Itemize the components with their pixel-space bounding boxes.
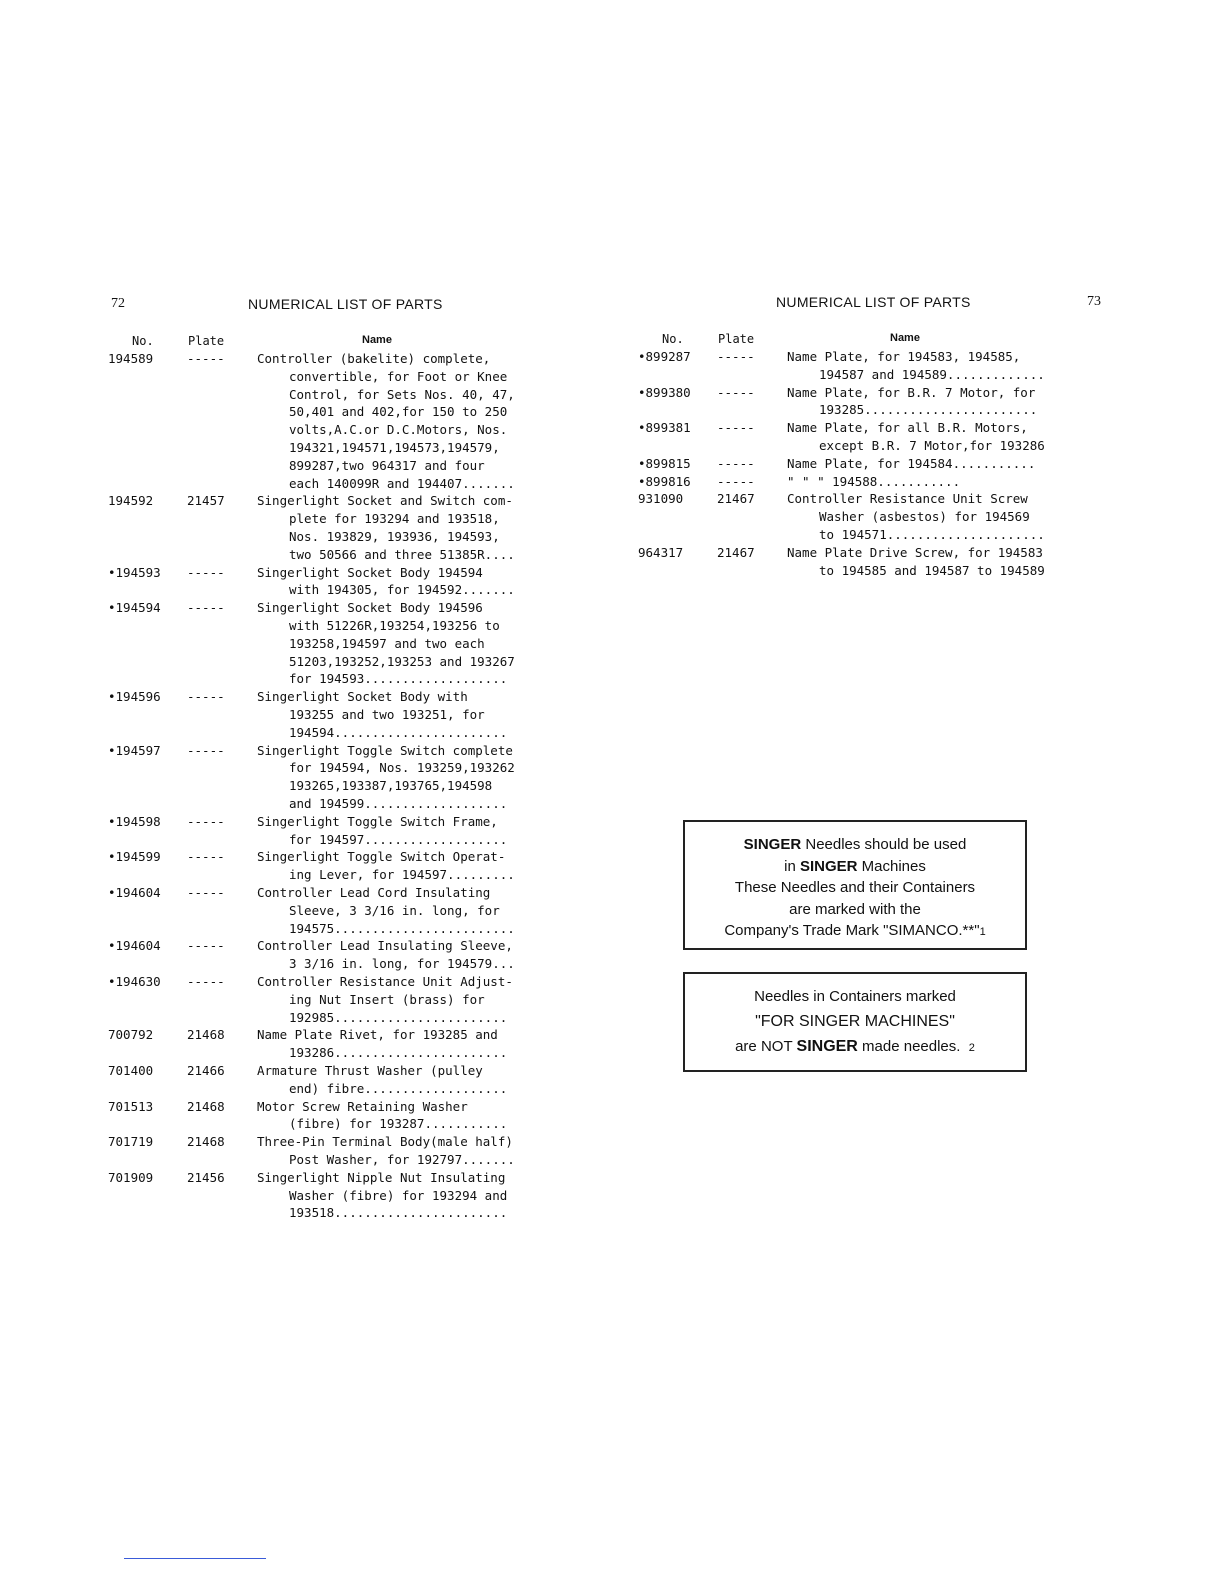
- plate-number: 21466: [187, 1063, 225, 1078]
- plate-number: -----: [717, 349, 755, 364]
- part-number: •194596: [108, 689, 161, 705]
- part-name: [257, 1133, 515, 1169]
- part-number: •194630: [108, 974, 161, 989]
- part-name-line: to 194571.....................: [819, 526, 1045, 542]
- part-name-line: convertible, for Foot or Knee: [289, 368, 508, 384]
- part-number: 701513: [108, 1098, 154, 1114]
- plate-number: 21467: [717, 491, 755, 507]
- part-name-line: 194321,194571,194573,194579,: [289, 439, 500, 455]
- singer-needles-notice: [683, 820, 1027, 950]
- part-name-line: Nos. 193829, 193936, 194593,: [289, 528, 500, 544]
- part-name: [257, 813, 507, 849]
- part-number: 964317: [638, 544, 684, 560]
- part-name-line: with 51226R,193254,193256 to: [289, 617, 500, 633]
- part-name-line: Controller Lead Insulating Sleeve,: [257, 938, 513, 954]
- part-name-line: Washer (fibre) for 193294 and: [289, 1187, 508, 1203]
- notice-text: Needles should be used: [805, 836, 967, 853]
- part-name-line: 193265,193387,193765,194598: [289, 778, 493, 794]
- column-header-no: No.: [662, 332, 684, 346]
- part-name-line: (fibre) for 193287...........: [289, 1116, 508, 1132]
- part-name-line: for 194597...................: [289, 831, 508, 847]
- plate-number: 21467: [717, 544, 755, 560]
- part-name-line: Name Plate, for 194583, 194585,: [787, 349, 1021, 364]
- column-header-plate: Plate: [718, 332, 755, 346]
- part-name-line: except B.R. 7 Motor,for 193286: [819, 437, 1045, 453]
- part-name: [787, 490, 1045, 543]
- bottom-rule: [124, 1558, 266, 1559]
- part-number: •899287: [638, 349, 691, 364]
- part-name: [257, 1026, 507, 1062]
- part-name-line: " " " 194588...........: [787, 473, 961, 489]
- part-name-line: 194587 and 194589.............: [819, 366, 1045, 382]
- part-name: [257, 848, 515, 884]
- part-number: 701400: [108, 1063, 154, 1078]
- part-number: 701909: [108, 1169, 154, 1185]
- plate-number: -----: [717, 420, 755, 436]
- part-name-line: 51203,193252,193253 and 193267: [289, 653, 515, 669]
- part-number: •194597: [108, 742, 161, 758]
- part-number: •194599: [108, 849, 161, 865]
- plate-number: -----: [717, 473, 755, 489]
- part-number: 194589: [108, 351, 154, 366]
- notice-text: made needles.: [862, 1037, 961, 1055]
- part-name-line: Name Plate, for 194584...........: [787, 455, 1036, 471]
- part-name-line: Singerlight Toggle Switch Operat-: [257, 849, 506, 865]
- notice-text: are marked with the: [789, 900, 921, 918]
- part-name-line: Armature Thrust Washer (pulley: [257, 1063, 483, 1078]
- column-header-name: Name: [890, 332, 920, 344]
- part-name-line: Sleeve, 3 3/16 in. long, for: [289, 902, 500, 918]
- brand-singer: SINGER: [796, 1037, 858, 1055]
- trade-mark-text: Company's Trade Mark "SIMANCO.**": [724, 922, 980, 939]
- part-name-line: 899287,two 964317 and four: [289, 457, 485, 473]
- plate-number: -----: [187, 742, 225, 758]
- part-name-line: for 194594, Nos. 193259,193262: [289, 760, 515, 776]
- brand-singer: SINGER: [743, 836, 802, 853]
- part-name-line: with 194305, for 194592.......: [289, 582, 515, 598]
- column-header-no: No.: [132, 334, 154, 348]
- part-name: [257, 564, 515, 600]
- plate-number: -----: [187, 813, 225, 829]
- part-name-line: ing Nut Insert (brass) for: [289, 991, 485, 1007]
- plate-number: -----: [187, 849, 225, 865]
- part-name-line: Post Washer, for 192797.......: [289, 1151, 515, 1167]
- part-number: •899381: [638, 420, 691, 436]
- notice-text: are NOT: [735, 1037, 793, 1055]
- part-number: •899380: [638, 384, 691, 400]
- part-number: 700792: [108, 1027, 154, 1043]
- part-name-line: 194575........................: [289, 920, 515, 936]
- part-name-line: Singerlight Socket and Switch com-: [257, 493, 513, 509]
- part-name-line: Controller Resistance Unit Adjust-: [257, 974, 513, 989]
- notice-text: Machines: [861, 857, 926, 875]
- part-name: [257, 599, 515, 688]
- part-name-line: volts,A.C.or D.C.Motors, Nos.: [289, 422, 508, 438]
- notice-text: These Needles and their Containers: [734, 879, 976, 896]
- plate-number: 21468: [187, 1027, 225, 1043]
- part-name: [257, 1098, 507, 1134]
- part-name-line: end) fibre...................: [289, 1080, 508, 1096]
- part-name: [257, 742, 515, 813]
- part-name-line: Singerlight Toggle Switch complete: [257, 742, 513, 758]
- part-name-line: Controller Resistance Unit Screw: [787, 491, 1028, 507]
- part-name-line: Singerlight Socket Body with: [257, 689, 468, 705]
- page-header-right: NUMERICAL LIST OF PARTS: [776, 294, 971, 310]
- part-name-line: ing Lever, for 194597.........: [289, 867, 515, 883]
- part-name-line: Name Plate, for all B.R. Motors,: [787, 420, 1028, 436]
- part-name: [257, 973, 513, 1026]
- part-name-line: Motor Screw Retaining Washer: [257, 1098, 468, 1114]
- plate-number: 21468: [187, 1098, 225, 1114]
- plate-number: -----: [187, 564, 225, 580]
- part-name: [257, 492, 515, 563]
- plate-number: 21457: [187, 493, 225, 509]
- part-name: [787, 473, 960, 491]
- part-number: •194598: [108, 813, 161, 829]
- plate-number: 21456: [187, 1169, 225, 1185]
- part-name: [787, 455, 1035, 473]
- plate-number: -----: [717, 384, 755, 400]
- part-name-line: 193285.......................: [819, 402, 1038, 418]
- part-name: [787, 419, 1045, 455]
- part-number: •194593: [108, 564, 161, 580]
- column-header-plate: Plate: [188, 334, 225, 348]
- part-name-line: two 50566 and three 51385R....: [289, 546, 515, 562]
- part-name-line: Washer (asbestos) for 194569: [819, 509, 1030, 525]
- part-name-line: Name Plate Drive Screw, for 194583: [787, 544, 1043, 560]
- part-name: [257, 350, 515, 492]
- part-name: [257, 884, 515, 937]
- plate-number: -----: [187, 885, 225, 900]
- brand-singer: SINGER: [799, 857, 858, 875]
- part-name: [787, 384, 1037, 420]
- part-name: [257, 937, 515, 973]
- part-name-line: plete for 193294 and 193518,: [289, 511, 500, 527]
- part-name-line: Singerlight Toggle Switch Frame,: [257, 813, 498, 829]
- part-name-line: 193255 and two 193251, for: [289, 706, 485, 722]
- part-name-line: Controller (bakelite) complete,: [257, 351, 491, 366]
- plate-number: -----: [187, 600, 225, 616]
- part-name-line: 50,401 and 402,for 150 to 250: [289, 404, 508, 420]
- column-header-name: Name: [362, 334, 392, 346]
- part-name-line: 193518.......................: [289, 1205, 508, 1221]
- part-name-line: Singerlight Nipple Nut Insulating: [257, 1169, 506, 1185]
- part-name-line: each 140099R and 194407.......: [289, 475, 515, 491]
- part-name-line: Singerlight Socket Body 194596: [257, 600, 483, 616]
- plate-number: -----: [187, 938, 225, 954]
- part-number: •899815: [638, 455, 691, 471]
- part-number: •194594: [108, 600, 161, 616]
- part-number: 194592: [108, 493, 154, 509]
- page-number-right: 73: [1087, 294, 1101, 309]
- part-name: [257, 1169, 507, 1222]
- part-name-line: 193258,194597 and two each: [289, 635, 485, 651]
- part-name-line: 194594.......................: [289, 724, 508, 740]
- part-number: •194604: [108, 938, 161, 954]
- part-name: [257, 1062, 507, 1098]
- footnote-marker: 1: [979, 926, 986, 938]
- plate-number: -----: [717, 455, 755, 471]
- part-name-line: for 194593...................: [289, 671, 508, 687]
- part-name-line: 193286.......................: [289, 1045, 508, 1061]
- part-number: 701719: [108, 1134, 154, 1150]
- plate-number: -----: [187, 351, 225, 366]
- plate-number: -----: [187, 974, 225, 989]
- part-name-line: Control, for Sets Nos. 40, 47,: [289, 386, 515, 402]
- part-name: [257, 688, 507, 741]
- part-name-line: to 194585 and 194587 to 194589: [819, 562, 1045, 578]
- part-name-line: and 194599...................: [289, 795, 508, 811]
- footnote-marker: 2: [968, 1041, 975, 1054]
- part-name: [787, 544, 1045, 580]
- part-number: •194604: [108, 885, 161, 900]
- part-number: •899816: [638, 473, 691, 489]
- part-name-line: Three-Pin Terminal Body(male half): [257, 1134, 513, 1150]
- plate-number: -----: [187, 689, 225, 705]
- notice-text: "FOR SINGER MACHINES": [755, 1012, 955, 1030]
- part-name-line: 3 3/16 in. long, for 194579...: [289, 956, 515, 972]
- part-number: 931090: [638, 491, 684, 507]
- part-name-line: Singerlight Socket Body 194594: [257, 564, 483, 580]
- part-name-line: Name Plate, for B.R. 7 Motor, for: [787, 384, 1036, 400]
- not-singer-needles-notice: [683, 972, 1027, 1072]
- part-name: [787, 348, 1045, 384]
- part-name-line: Name Plate Rivet, for 193285 and: [257, 1027, 498, 1043]
- page-header-left: NUMERICAL LIST OF PARTS: [248, 296, 443, 312]
- part-name-line: Controller Lead Cord Insulating: [257, 885, 491, 900]
- page-number-left: 72: [111, 296, 125, 311]
- part-name-line: 192985.......................: [289, 1009, 508, 1025]
- notice-text: in: [784, 857, 796, 875]
- notice-text: Needles in Containers marked: [754, 988, 956, 1005]
- plate-number: 21468: [187, 1134, 225, 1150]
